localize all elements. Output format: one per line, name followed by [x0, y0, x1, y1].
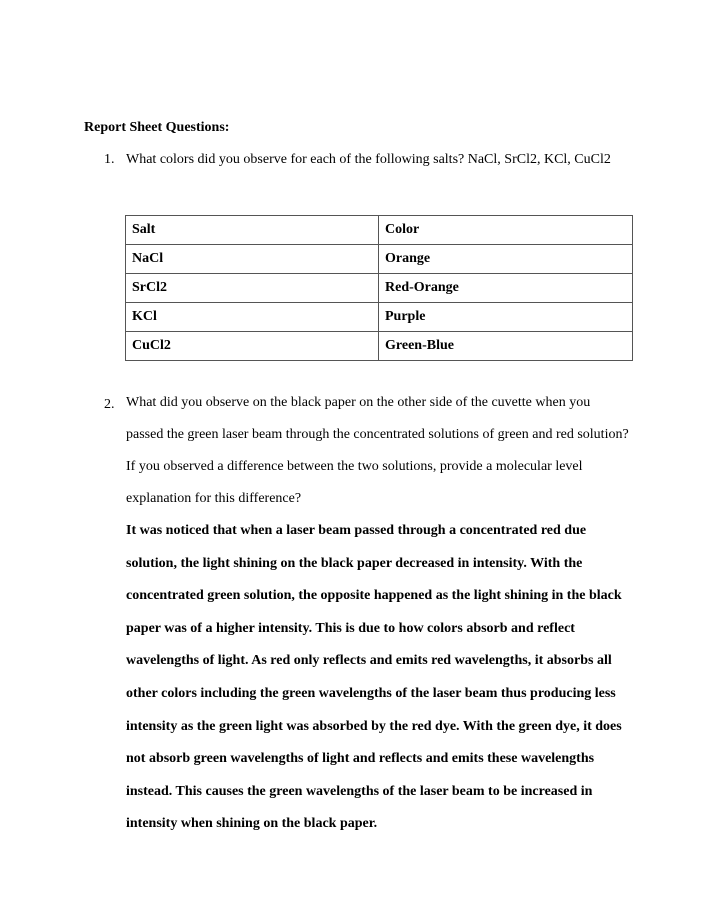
question-2-line: passed the green laser beam through the concentrated solutions of green and red solution? [126, 427, 629, 442]
answer-text [126, 524, 666, 850]
table-header-color: Color [379, 216, 633, 245]
answer-line: paper was of a higher intensity. This is due to how colors absorb and reflect [126, 620, 575, 636]
answer-line: intensity when shining on the black paper. [126, 816, 378, 832]
answer-line: It was noticed that when a laser beam passed through a concentrated red due [126, 523, 587, 538]
table-header-salt: Salt [126, 216, 379, 245]
table-cell-salt: SrCl2 [126, 274, 379, 303]
table-row [126, 332, 633, 361]
question-1-text: What colors did you observe for each of the following salts? NaCl, SrCl2, KCl, CuCl2 [126, 152, 611, 167]
answer-line: other colors including the green wavelengths of the laser beam thus producing less [126, 685, 616, 701]
table-header-row [126, 216, 633, 245]
section-heading: Report Sheet Questions: [84, 120, 230, 135]
question-2-text [126, 396, 656, 524]
table-row [126, 245, 633, 274]
table-cell-salt: KCl [126, 303, 379, 332]
question-2-number: 2. [104, 397, 115, 412]
table-row [126, 303, 633, 332]
answer-line: wavelengths of light. As red only reflects and emits red wavelengths, it absorbs all [126, 653, 612, 669]
answer-line: not absorb green wavelengths of light and reflects and emits these wavelengths [126, 751, 595, 767]
answer-line: intensity as the green light was absorbed by the red dye. With the green dye, it does [126, 718, 622, 734]
table-cell-salt: CuCl2 [126, 332, 379, 361]
question-2-line: explanation for this difference? [126, 491, 302, 506]
table-cell-color: Green-Blue [379, 332, 633, 361]
table-row [126, 274, 633, 303]
question-1-number: 1. [104, 152, 115, 167]
answer-line: instead. This causes the green wavelengths of the laser beam to be increased in [126, 783, 593, 799]
answer-line: concentrated green solution, the opposite happened as the light shining in the black [126, 588, 622, 604]
question-2-line: If you observed a difference between the two solutions, provide a molecular level [126, 459, 583, 474]
table-cell-color: Red-Orange [379, 274, 633, 303]
question-2-line: What did you observe on the black paper on the other side of the cuvette when you [126, 395, 591, 410]
salt-color-table [125, 215, 633, 361]
table-cell-color: Orange [379, 245, 633, 274]
table-cell-color: Purple [379, 303, 633, 332]
answer-line: solution, the light shining on the black paper decreased in intensity. With the [126, 555, 583, 571]
table-cell-salt: NaCl [126, 245, 379, 274]
